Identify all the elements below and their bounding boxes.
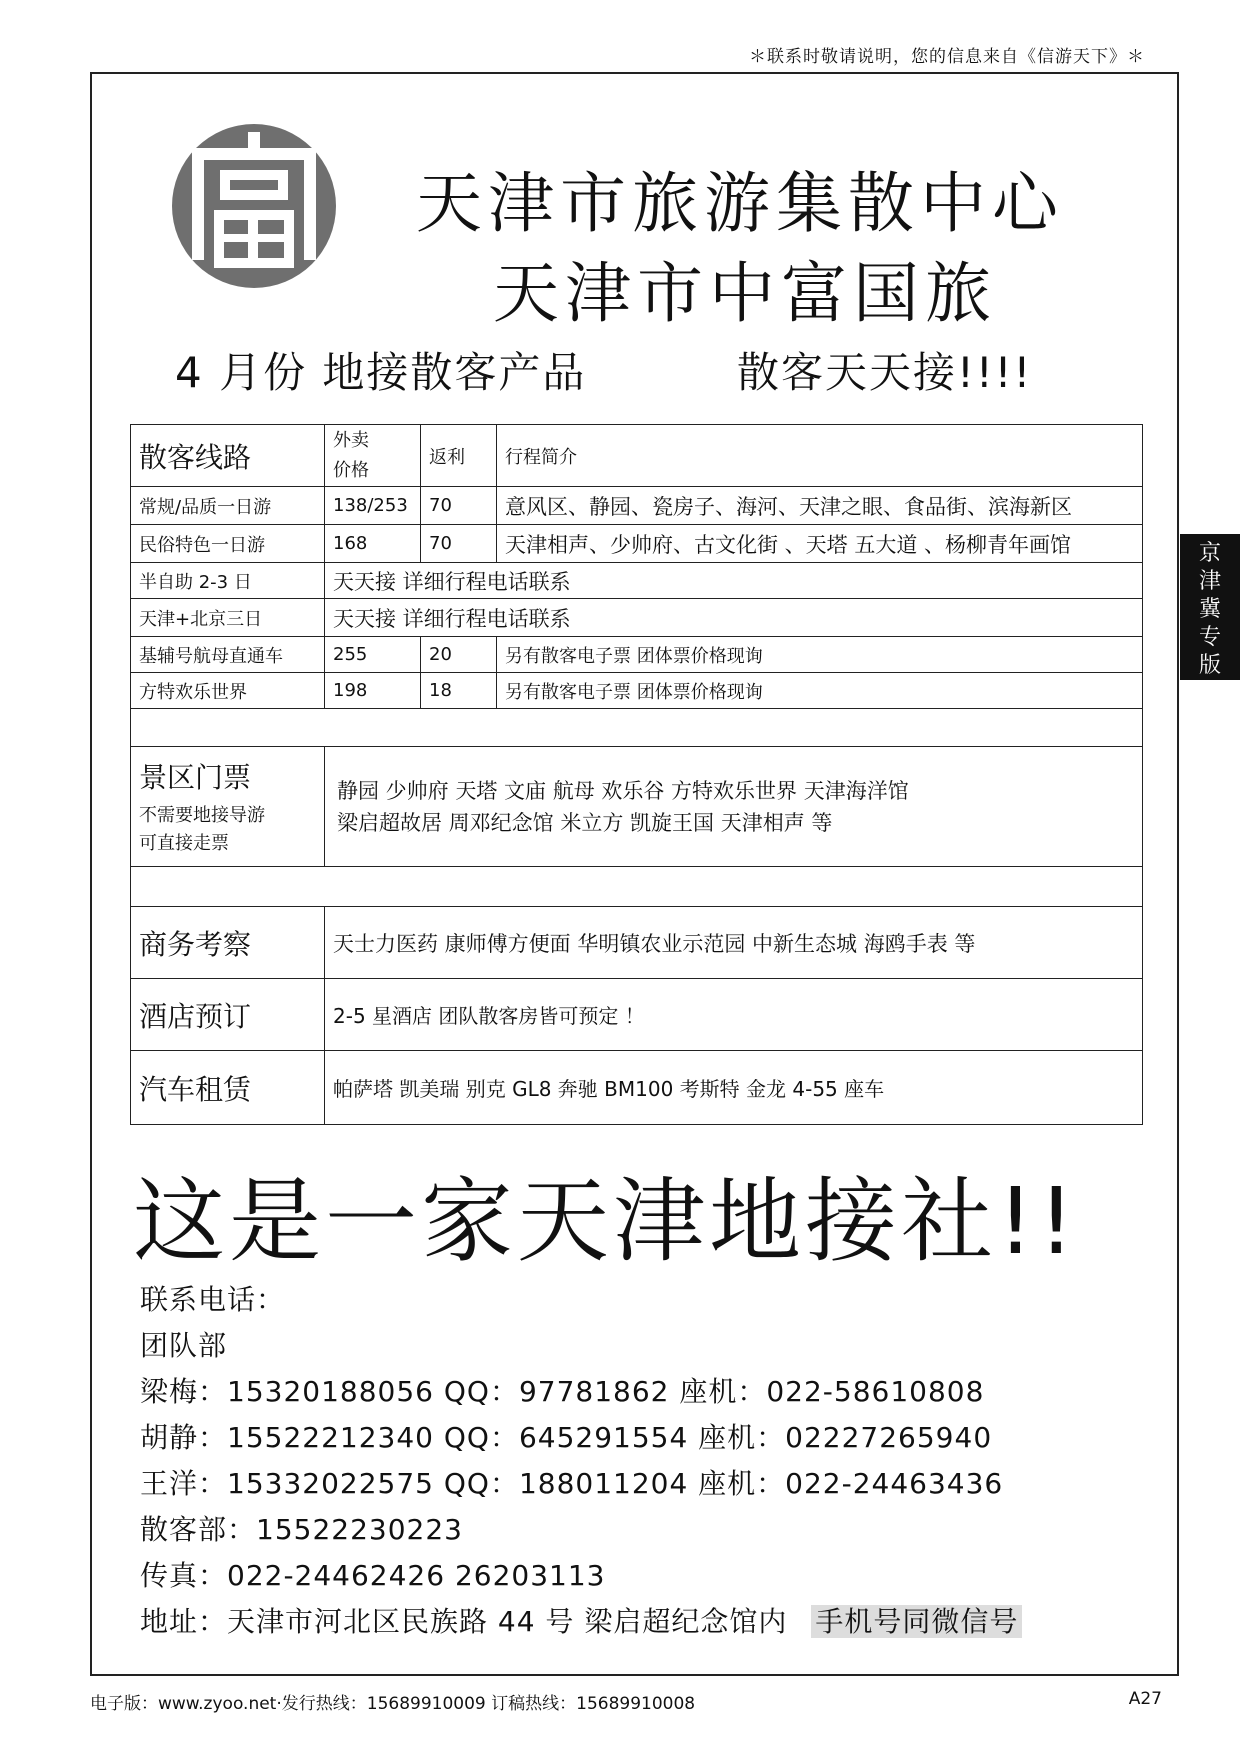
phone-label: 联系电话： — [140, 1283, 286, 1316]
itinerary-cell: 另有散客电子票 团体票价格现询 — [497, 637, 1143, 673]
header-itinerary: 行程简介 — [497, 425, 1143, 487]
route-cell: 基辅号航母直通车 — [131, 637, 325, 673]
title-center-name: 天津市旅游集散中心 — [416, 165, 1064, 242]
header-route: 散客线路 — [131, 425, 325, 487]
scenic-list-line-1: 静园 少帅府 天塔 文庙 航母 欢乐谷 方特欢乐世界 天津海洋馆 — [337, 778, 909, 803]
price-cell: 198 — [325, 673, 421, 709]
route-cell: 方特欢乐世界 — [131, 673, 325, 709]
itinerary-cell: 另有散客电子票 团体票价格现询 — [497, 673, 1143, 709]
business-row — [131, 907, 1143, 979]
subtitle-daily: 散客天天接!!!! — [737, 348, 1033, 397]
header-price: 外卖 价格 — [325, 425, 421, 487]
slogan: 这是一家天津地接社!! — [133, 1168, 1079, 1275]
car-row — [131, 1051, 1143, 1125]
car-label: 汽车租赁 — [131, 1051, 325, 1125]
title-agency-name: 天津市中富国旅 — [493, 255, 997, 332]
price-cell: 168 — [325, 525, 421, 563]
scenic-label-cell — [131, 747, 325, 867]
page-number: A27 — [1128, 1689, 1162, 1709]
note-cell: 天天接 详细行程电话联系 — [325, 563, 1143, 599]
rebate-cell: 18 — [421, 673, 497, 709]
header-rebate: 返利 — [421, 425, 497, 487]
scenic-note-2: 可直接走票 — [139, 832, 229, 854]
region-tab-char: 冀 — [1198, 597, 1221, 622]
region-tab-char: 版 — [1198, 653, 1221, 678]
scenic-list-line-2: 梁启超故居 周邓纪念馆 米立方 凯旋王国 天津相声 等 — [337, 810, 833, 835]
table-row — [131, 525, 1143, 563]
route-cell: 常规/品质一日游 — [131, 487, 325, 525]
spacer-row — [131, 867, 1143, 907]
table-row — [131, 599, 1143, 637]
team-label: 团队部 — [140, 1329, 228, 1362]
contact-line: 梁梅：15320188056 QQ：97781862 座机：022-58610808 — [140, 1375, 985, 1408]
contact-line: 王洋：15332022575 QQ：188011204 座机：022-24463436 — [140, 1467, 1004, 1500]
region-tab-char: 专 — [1198, 625, 1221, 650]
products-table — [130, 424, 1143, 1125]
business-label: 商务考察 — [131, 907, 325, 979]
footer-hotlines: 电子版：www.zyoo.net·发行热线：15689910009 订稿热线：15689910008 — [90, 1694, 696, 1714]
hotel-row — [131, 979, 1143, 1051]
scenic-row — [131, 747, 1143, 867]
rebate-cell: 70 — [421, 487, 497, 525]
subtitle-products: 4 月份 地接散客产品 — [175, 348, 587, 397]
fax-line: 传真：022-24462426 26203113 — [140, 1559, 606, 1592]
scenic-label: 景区门票 — [139, 760, 252, 794]
wechat-note: 手机号同微信号 — [811, 1605, 1022, 1638]
region-tab — [1180, 534, 1240, 680]
hotel-value: 2-5 星酒店 团队散客房皆可预定 ！ — [325, 979, 1143, 1051]
price-cell: 138/253 — [325, 487, 421, 525]
scenic-list-cell — [325, 747, 1143, 867]
retail-line: 散客部：15522230223 — [140, 1513, 463, 1546]
note-cell: 天天接 详细行程电话联系 — [325, 599, 1143, 637]
table-row — [131, 487, 1143, 525]
region-tab-char: 津 — [1198, 569, 1221, 594]
spacer-row — [131, 709, 1143, 747]
car-value: 帕萨塔 凯美瑞 别克 GL8 奔驰 BM100 考斯特 金龙 4-55 座车 — [325, 1051, 1143, 1125]
address-line — [140, 1600, 1022, 1640]
table-row — [131, 563, 1143, 599]
address-text: 地址：天津市河北区民族路 44 号 梁启超纪念馆内 — [140, 1605, 788, 1638]
table-row — [131, 637, 1143, 673]
contact-line: 胡静：15522212340 QQ：645291554 座机：02227265940 — [140, 1421, 993, 1454]
hotel-label: 酒店预订 — [131, 979, 325, 1051]
region-tab-char: 京 — [1198, 541, 1221, 566]
rebate-cell: 70 — [421, 525, 497, 563]
route-cell: 半自助 2-3 日 — [131, 563, 325, 599]
table-row — [131, 673, 1143, 709]
route-cell: 天津+北京三日 — [131, 599, 325, 637]
table-header-row — [131, 425, 1143, 487]
price-cell: 255 — [325, 637, 421, 673]
source-note: ＊联系时敬请说明，您的信息来自《信游天下》＊ — [749, 47, 1145, 67]
route-cell: 民俗特色一日游 — [131, 525, 325, 563]
itinerary-cell: 意风区、静园、瓷房子、海河、天津之眼、食品街、滨海新区 — [497, 487, 1143, 525]
business-value: 天士力医药 康师傅方便面 华明镇农业示范园 中新生态城 海鸥手表 等 — [325, 907, 1143, 979]
rebate-cell: 20 — [421, 637, 497, 673]
itinerary-cell: 天津相声、少帅府、古文化街 、天塔 五大道 、杨柳青年画馆 — [497, 525, 1143, 563]
scenic-note-1: 不需要地接导游 — [139, 804, 265, 826]
